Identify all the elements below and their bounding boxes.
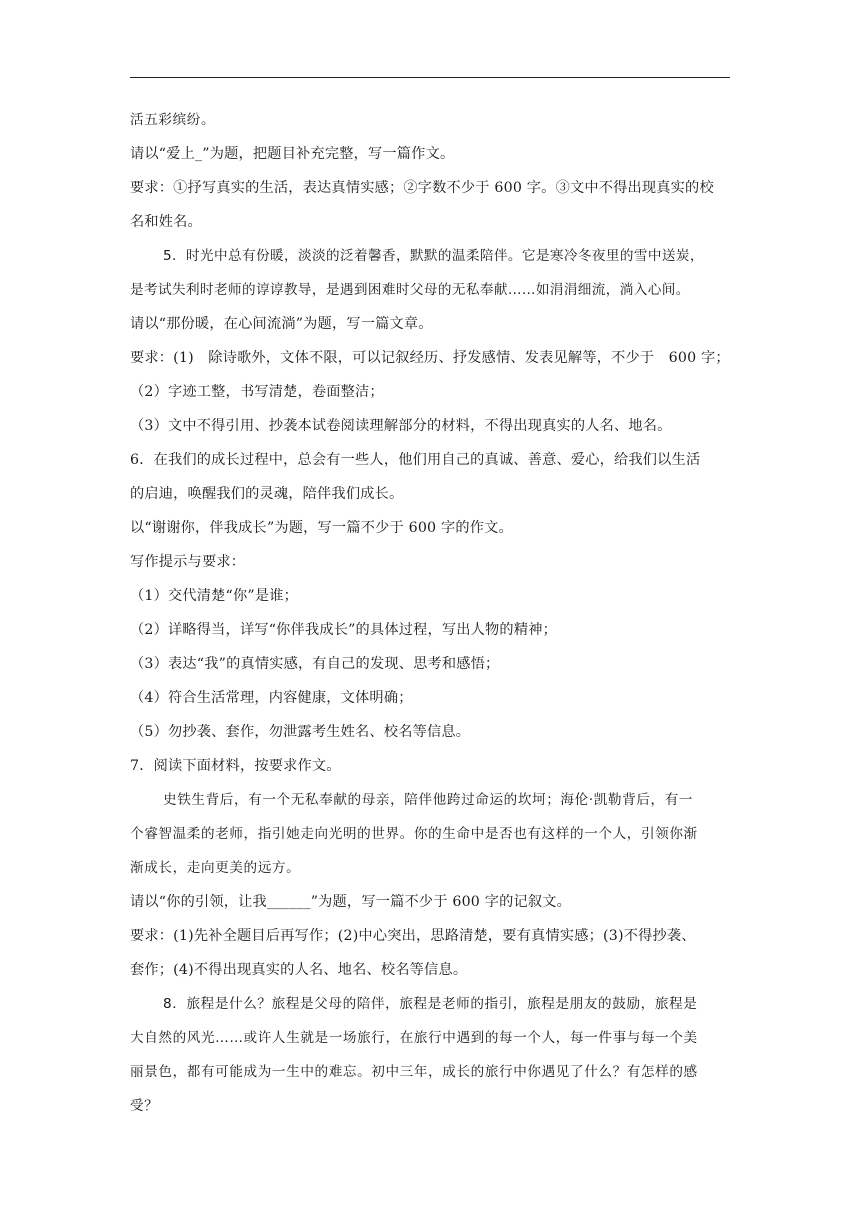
question-6-line: 6．在我们的成长过程中，总会有一些人，他们用自己的真诚、善意、爱心，给我们以生活 <box>130 452 701 468</box>
text-line: （3）文中不得引用、抄袭本试卷阅读理解部分的材料，不得出现真实的人名、地名。 <box>130 418 672 434</box>
text-line: 的启迪，唤醒我们的灵魂，陪伴我们成长。 <box>130 486 404 502</box>
text-line: 要求：(1) 除诗歌外，文体不限，可以记叙经历、抒发感情、发表见解等，不少于 600 字； <box>130 350 730 366</box>
material-line: 个睿智温柔的老师，指引她走向光明的世界。你的生命中是否也有这样的一个人，引领你渐 <box>130 826 698 842</box>
text-line: 以“谢谢你，伴我成长”为题，写一篇不少于 600 字的作文。 <box>130 520 513 536</box>
document-body <box>130 103 730 1123</box>
question-8-line: 大自然的风光……或许人生就是一场旅行，在旅行中遇到的每一个人，每一件事与每一个美 <box>130 1030 698 1046</box>
question-8-line: 受？ <box>130 1098 159 1114</box>
text-line: （2）字迹工整，书写清楚，卷面整洁； <box>130 384 384 400</box>
text-line: 套作；(4)不得出现真实的人名、地名、校名等信息。 <box>130 962 468 978</box>
text-line: 名和姓名。 <box>130 214 202 230</box>
text-line: 要求：(1)先补全题目后再写作；(2)中心突出，思路清楚，要有真情实感；(3)不得抄袭、 <box>130 928 696 944</box>
material-line: 渐成长，走向更美的远方。 <box>130 860 301 876</box>
text-line: 活五彩缤纷。 <box>130 112 216 128</box>
text-line: 要求：①抒写真实的生活，表达真情实感；②字数不少于 600 字。③文中不得出现真实的校 <box>130 180 714 196</box>
text-line: （1）交代清楚“你”是谁； <box>130 588 299 604</box>
question-7-line: 7．阅读下面材料，按要求作文。 <box>130 758 341 774</box>
header-rule <box>130 77 730 78</box>
text-line: 请以“你的引领，让我______”为题，写一篇不少于 600 字的记叙文。 <box>130 894 572 910</box>
text-line: （5）勿抄袭、套作，勿泄露考生姓名、校名等信息。 <box>130 724 471 740</box>
text-line: （2）详略得当，详写“你伴我成长”的具体过程，写出人物的精神； <box>130 622 557 638</box>
text-line: 写作提示与要求： <box>130 554 246 570</box>
text-line: 请以“爱上_”为题，把题目补充完整，写一篇作文。 <box>130 146 455 162</box>
question-8-line: 丽景色，都有可能成为一生中的难忘。初中三年，成长的旅行中你遇见了什么？有怎样的感 <box>130 1064 698 1080</box>
material-line: 史铁生背后，有一个无私奉献的母亲，陪伴他跨过命运的坎坷；海伦·凯勒背后，有一 <box>163 792 694 808</box>
text-line: 请以“那份暖，在心间流淌”为题，写一篇文章。 <box>130 316 433 332</box>
question-8-line: 8．旅程是什么？旅程是父母的陪伴，旅程是老师的指引，旅程是朋友的鼓励，旅程是 <box>163 996 698 1012</box>
text-line: （4）符合生活常理，内容健康，文体明确； <box>130 690 413 706</box>
question-5-line: 5．时光中总有份暖，淡淡的泛着馨香，默默的温柔陪伴。它是寒冷冬夜里的雪中送炭， <box>163 248 704 264</box>
question-5-line: 是考试失利时老师的谆谆教导，是遇到困难时父母的无私奉献……如涓涓细流，淌入心间。 <box>130 282 690 298</box>
text-line: （3）表达“我”的真情实感，有自己的发现、思考和感悟； <box>130 656 500 672</box>
